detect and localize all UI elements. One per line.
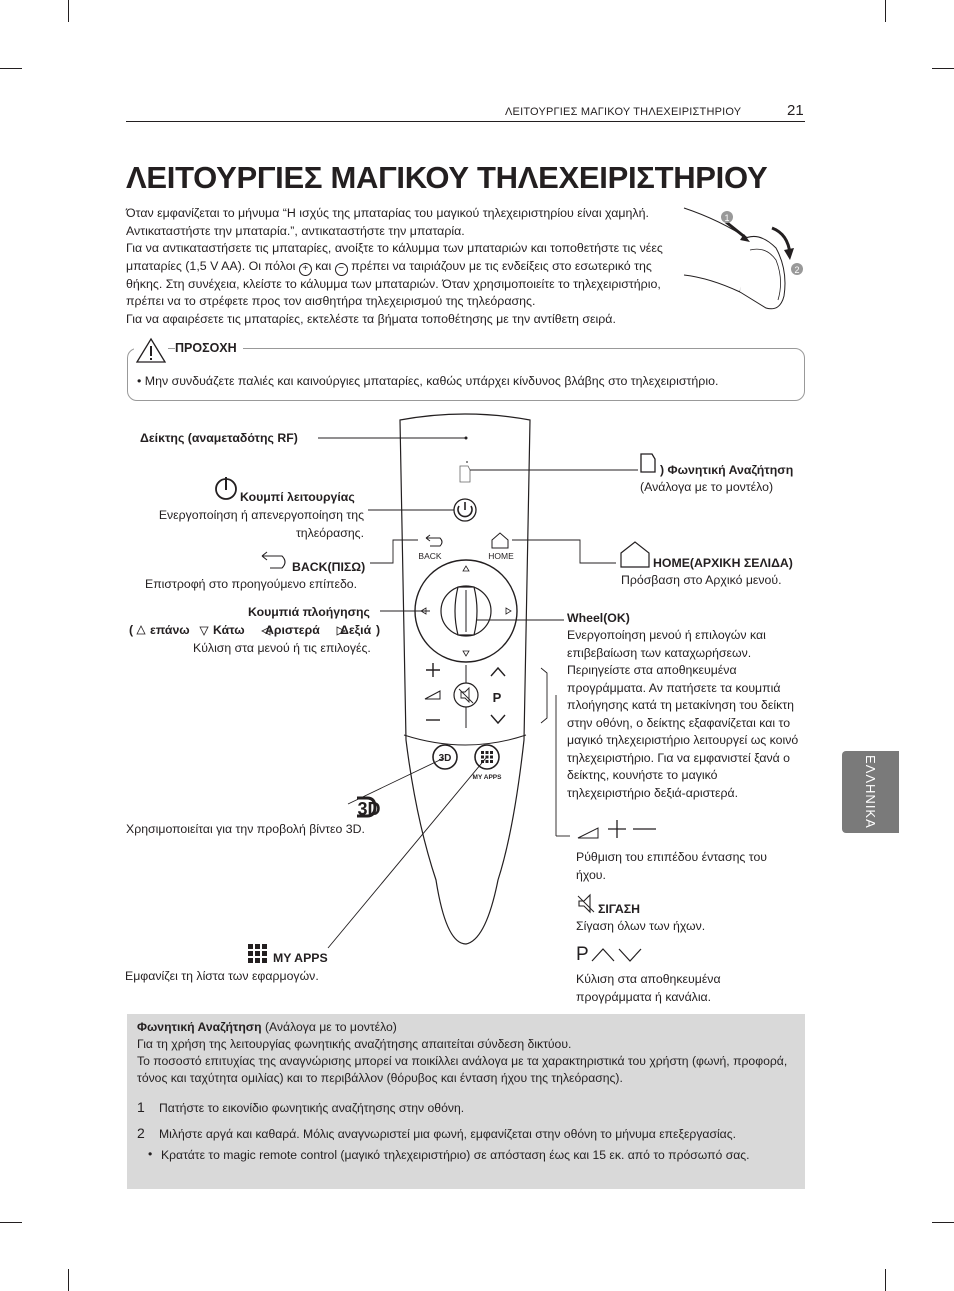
intro-text-part: και (311, 258, 335, 273)
crop-mark (932, 1222, 954, 1223)
page-title: ΛΕΙΤΟΥΡΓΙΕΣ ΜΑΓΙΚΟΥ ΤΗΛΕΧΕΙΡΙΣΤΗΡΙΟΥ (126, 160, 768, 195)
volume-desc: Ρύθμιση του επιπέδου έντασης του ήχου. (576, 850, 768, 882)
step-text: Μιλήστε αργά και καθαρά. Μόλις αναγνωριστεί μια φωνή, εμφανίζεται στην οθόνη το μήνυμα επεξεργασίας. (159, 1127, 736, 1141)
remote-3d-label: 3D (438, 753, 452, 764)
back-button-desc: Επιστροφή στο προηγούμενο επίπεδο. (145, 577, 358, 591)
program-p-icon: P (576, 944, 589, 965)
remote-back-label: BACK (418, 551, 442, 561)
page-number: 21 (787, 102, 804, 119)
nav-close: ) (376, 623, 381, 637)
caution-text: • Μην συνδυάζετε παλιές και καινούργιες μπαταρίες, καθώς υπάρχει κίνδυνος βλάβης στο τηλεχειριστήριο. (137, 374, 719, 388)
header-rule (126, 121, 805, 122)
caution-title: ΠΡΟΣΟΧΗ (175, 341, 243, 355)
back-button-title: BACK(ΠΙΣΩ) (292, 560, 366, 574)
step-text: Πατήστε το εικονίδιο φωνητικής αναζήτησης στην οθόνη. (159, 1101, 465, 1115)
minus-pole-icon: − (335, 263, 348, 276)
crop-mark (932, 68, 954, 69)
remote-home-label: HOME (488, 551, 514, 561)
wheel-title: Wheel(OK) (567, 611, 630, 625)
nav-buttons-desc: Κύλιση στα μενού ή τις επιλογές. (193, 641, 371, 655)
note-title-suffix: (Ανάλογα με το μοντέλο) (261, 1020, 397, 1034)
remote-myapps-label: MY APPS (472, 774, 502, 781)
plus-pole-icon: + (299, 263, 312, 276)
power-button-desc: Ενεργοποίηση ή απενεργοποίηση της τηλεόρασης. (158, 508, 364, 540)
remote-p-label: P (492, 690, 502, 705)
crop-mark (68, 1269, 69, 1291)
3d-button-desc: Χρησιμοποιείται για την προβολή βίντεο 3D. (126, 822, 365, 836)
warning-icon (134, 336, 168, 364)
step-number: 2 (137, 1125, 145, 1141)
power-button-title: Κουμπί λειτουργίας (240, 490, 355, 504)
nav-open: ( (129, 623, 134, 637)
note-bullet: Κρατάτε το magic remote control (μαγικό τηλεχειριστήριο) σε απόσταση έως και 15 εκ. από το πρόσωπό σας. (161, 1148, 750, 1162)
crop-mark (885, 0, 886, 22)
nav-down-label: Κάτω (213, 623, 245, 637)
intro-text-part: Για να αντικαταστήσετε τις μπαταρίες, ανοίξτε το κάλυμμα των μπαταριών και τοποθετήστε τις νέες μπαταρίες (1,5 V AA). Οι πόλοι (126, 241, 663, 273)
crop-mark (68, 0, 69, 22)
note-step (137, 1125, 736, 1141)
home-button-title: HOME(ΑΡΧΙΚΗ ΣΕΛΙΔΑ) (653, 556, 793, 570)
nav-up-label: επάνω (150, 623, 190, 637)
battery-cover-illustration (680, 200, 805, 320)
label-3d-icon: 3D (357, 799, 381, 819)
intro-paragraph: Όταν εμφανίζεται το μήνυμα “Η ισχύς της μπαταρίας του μαγικού τηλεχειριστηρίου είναι χαμηλή. Αντικαταστήστε την μπαταρία.”, αντικαταστήστε την μπαταρία. (126, 206, 649, 238)
myapps-button-desc: Εμφανίζει τη λίστα των εφαρμογών. (125, 969, 319, 983)
home-button-desc: Πρόσβαση στο Αρχικό μενού. (621, 573, 782, 587)
crop-mark (0, 68, 22, 69)
rf-indicator-label: Δείκτης (αναμεταδότης RF) (140, 431, 298, 445)
crop-mark (885, 1269, 886, 1291)
bullet-dot: • (148, 1147, 153, 1161)
intro-text-part: πρέπει να ταιριάζουν με τις ενδείξεις στο εσωτερικό της θήκης. Στη συνέχεια, κλείστε το κάλυμμα των μπαταριών. Όταν χρησιμοποιείτε το τηλεχειριστήριο, πρέπει να το στρέφετε προς τον αισθητήρα τηλεχειρισμού της τηλεόρασης. (126, 258, 661, 309)
note-line: Το ποσοστό επιτυχίας της αναγνώρισης μπορεί να ποικίλλει ανάλογα με τα χαρακτηριστικά του χρήστη (φωνή, προφορά, τόνος και ταχύτητα ομιλίας) και το περιβάλλον (θόρυβος και ένταση ήχου της τηλεόρασης). (137, 1054, 788, 1085)
wheel-desc: Ενεργοποίηση μενού ή επιλογών και επιβεβαίωση των καταχωρήσεων. Περιηγείστε στα αποθηκευμένα προγράμματα. Αν πατήσετε τα κουμπιά πλοήγησης κατά τη μετακίνηση του δείκτη στην οθόνη, ο δείκτης εξαφανίζεται και το μαγικό τηλεχειριστήριο λειτουργεί ως κοινό τηλεχειριστήριο. Για να εμφανιστεί ξανά ο δείκτης, κουνήστε το μαγικό τηλεχειριστήριο δεξιά-αριστερά. (567, 628, 799, 800)
mute-desc: Σίγαση όλων των ήχων. (576, 919, 706, 933)
running-header: ΛΕΙΤΟΥΡΓΙΕΣ ΜΑΓΙΚΟΥ ΤΗΛΕΧΕΙΡΙΣΤΗΡΙΟΥ (505, 106, 742, 118)
intro-paragraph (126, 240, 686, 311)
remote-diagram (0, 400, 954, 1020)
note-line: Για τη χρήση της λειτουργίας φωνητικής αναζήτησης απαιτείται σύνδεση δικτύου. (137, 1037, 572, 1051)
nav-right-label: Δεξιά (340, 623, 372, 637)
voice-search-title: ) Φωνητική Αναζήτηση (660, 463, 794, 477)
program-desc: Κύλιση στα αποθηκευμένα προγράμματα ή κανάλια. (576, 972, 721, 1004)
step-number: 1 (137, 1099, 145, 1115)
nav-buttons-title: Κουμπιά πλοήγησης (248, 605, 370, 619)
note-text (137, 1019, 797, 1087)
step-1-badge: 1 (724, 213, 730, 223)
note-title: Φωνητική Αναζήτηση (137, 1020, 262, 1034)
crop-mark (0, 1222, 22, 1223)
intro-text (126, 205, 686, 329)
my-apps-grid-icon (248, 944, 267, 963)
intro-paragraph: Για να αφαιρέσετε τις μπαταρίες, εκτελέστε τα βήματα τοποθέτησης με την αντίθετη σειρά. (126, 311, 616, 326)
note-step (137, 1099, 464, 1115)
nav-left-label: Αριστερά (265, 623, 320, 637)
step-2-badge: 2 (794, 265, 800, 275)
voice-search-desc: (Ανάλογα με το μοντέλο) (640, 480, 774, 494)
myapps-button-title: MY APPS (273, 951, 328, 965)
note-title-line (137, 1019, 797, 1036)
language-tab-label: ΕΛΛΗΝΙΚΑ (863, 755, 878, 829)
mute-title: ΣΙΓΑΣΗ (598, 902, 640, 916)
